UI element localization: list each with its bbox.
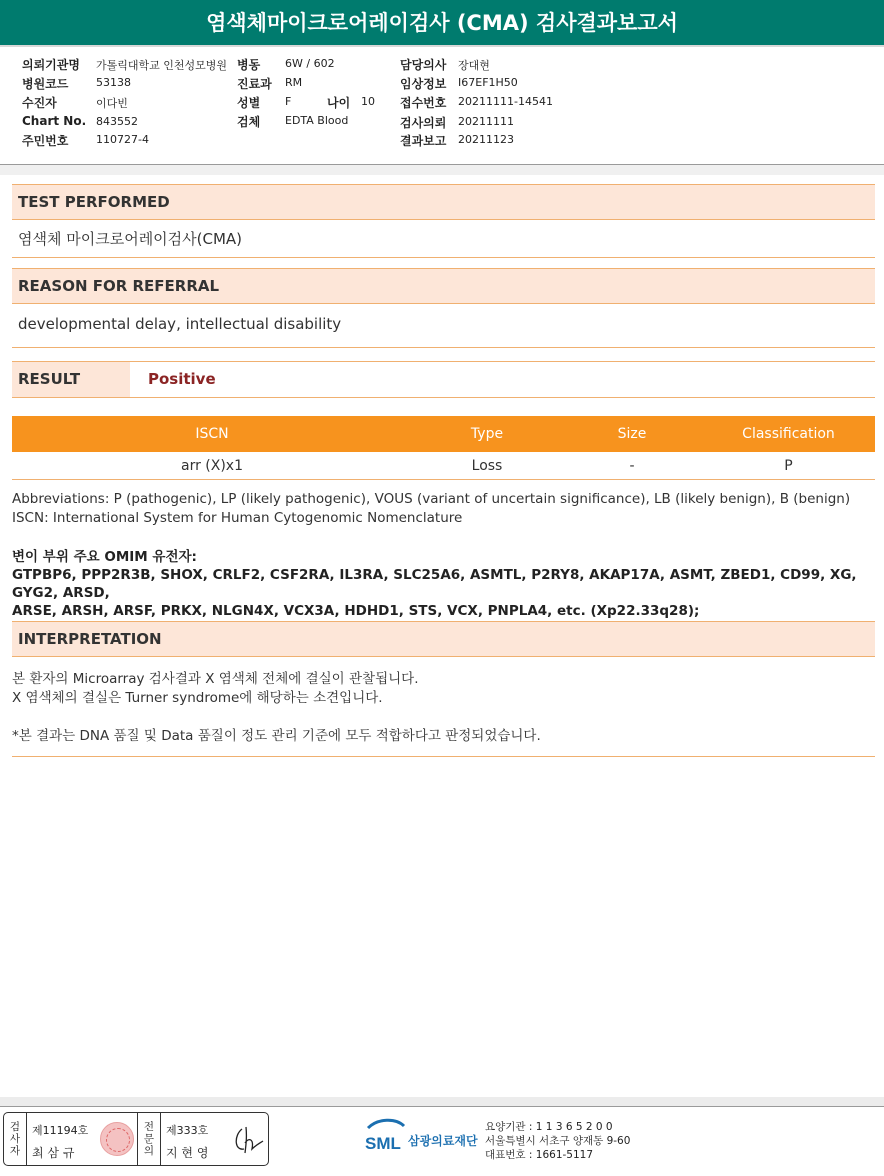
- result-row: [12, 361, 875, 398]
- interpretation-body: [12, 658, 875, 757]
- signature-box: [3, 1112, 269, 1166]
- company-address: 서울특별시 서초구 양재동 9-60: [485, 1135, 631, 1147]
- interpretation-line-1: 본 환자의 Microarray 검사결과 X 염색체 전체에 결실이 관찰됩니다.: [12, 671, 419, 687]
- receipt-number-value: 20211111-14541: [458, 95, 553, 108]
- svg-text:SML: SML: [365, 1134, 401, 1153]
- inspector-name: 최 삼 규: [32, 1146, 75, 1160]
- report-date-value: 20211123: [458, 133, 514, 146]
- cell-classification: P: [784, 458, 793, 474]
- cell-size: -: [629, 458, 635, 474]
- chart-no-label: Chart No.: [22, 114, 87, 128]
- interpretation-header: INTERPRETATION: [12, 621, 875, 657]
- cell-iscn: arr (X)x1: [180, 458, 243, 474]
- test-performed-value: 염색체 마이크로어레이검사(CMA): [12, 220, 875, 258]
- genes-line-1: GTPBP6, PPP2R3B, SHOX, CRLF2, CSF2RA, IL3RA, SLC25A6, ASMTL, P2RY8, AKAP17A, ASMT, ZBED1, CD99, XG, GYG2, ARSD,: [12, 567, 857, 601]
- inspector-vertical-label: 검 사 자: [9, 1121, 21, 1157]
- patient-name-label: 수진자: [22, 96, 57, 110]
- column-header-iscn: ISCN: [195, 426, 229, 442]
- interpretation-line-2: X 염색체의 결실은 Turner syndrome에 해당하는 소견입니다.: [12, 690, 383, 706]
- quality-note: *본 결과는 DNA 품질 및 Data 품질이 정도 관리 기준에 모두 적합하다고 판정되었습니다.: [12, 728, 541, 744]
- test-performed-header: TEST PERFORMED: [12, 184, 875, 220]
- report-title: 염색체마이크로어레이검사 (CMA) 검사결과보고서: [0, 0, 884, 47]
- request-date-label: 검사의뢰: [400, 116, 447, 130]
- result-label: RESULT: [12, 362, 130, 397]
- hospital-code-value: 53138: [96, 76, 131, 89]
- receipt-number-label: 접수번호: [400, 96, 447, 110]
- age-label: 나이: [327, 96, 351, 110]
- iscn-definition-line: ISCN: International System for Human Cytogenomic Nomenclature: [12, 510, 463, 526]
- sex-label: 성별: [237, 96, 261, 110]
- column-header-size: Size: [617, 426, 647, 442]
- institution-name: 삼광의료재단: [408, 1134, 478, 1148]
- hospital-value: 가톨릭대학교 인천성모병원: [96, 59, 228, 72]
- referral-value: developmental delay, intellectual disability: [12, 304, 875, 348]
- referral-header: REASON FOR REFERRAL: [12, 268, 875, 304]
- patient-info-panel: [0, 49, 884, 165]
- request-date-value: 20211111: [458, 115, 514, 128]
- column-header-classification: Classification: [742, 426, 835, 442]
- department-value: RM: [285, 76, 303, 89]
- footer-divider: [0, 1097, 884, 1107]
- divider-band: [0, 165, 884, 175]
- hospital-label: 의뢰기관명: [22, 58, 80, 72]
- chart-no-value: 843552: [96, 115, 138, 128]
- report-date-label: 결과보고: [400, 134, 447, 148]
- institution-code: 요양기관 : 1 1 3 6 5 2 0 0: [485, 1121, 613, 1133]
- genes-line-2: ARSE, ARSH, ARSF, PRKX, NLGN4X, VCX3A, HDHD1, STS, VCX, PNPLA4, etc. (Xp22.33q28);: [12, 603, 700, 619]
- clinical-info-label: 임상정보: [400, 77, 447, 91]
- company-phone: 대표번호 : 1661-5117: [485, 1149, 594, 1161]
- department-label: 진료과: [237, 77, 272, 91]
- doctor-label: 담당의사: [400, 58, 447, 72]
- clinical-info-value: I67EF1H50: [458, 76, 518, 89]
- results-table-header: [12, 416, 875, 452]
- age-value: 10: [361, 95, 375, 108]
- ward-value: 6W / 602: [285, 57, 335, 70]
- ward-label: 병동: [237, 58, 261, 72]
- specimen-label: 검체: [237, 115, 261, 129]
- hospital-code-label: 병원코드: [22, 77, 69, 91]
- resident-id-value: 110727-4: [96, 133, 149, 146]
- seal-stamp: [100, 1122, 134, 1156]
- specialist-vertical-label: 전 문 의: [143, 1121, 155, 1157]
- specimen-value: EDTA Blood: [285, 114, 349, 127]
- doctor-value: 장대현: [458, 59, 490, 72]
- abbreviations-line: Abbreviations: P (pathogenic), LP (likely pathogenic), VOUS (variant of uncertain significance), LB (likely benign), B (benign): [12, 491, 851, 507]
- table-row: [12, 452, 875, 480]
- company-info: [485, 1120, 630, 1162]
- specialist-number: 제333호: [166, 1124, 209, 1137]
- specialist-name: 지 현 영: [166, 1146, 209, 1160]
- abbreviations-block: [12, 490, 878, 528]
- omim-genes-block: [12, 548, 878, 620]
- resident-id-label: 주민번호: [22, 134, 69, 148]
- signature-mark: [230, 1121, 266, 1157]
- genes-title: 변이 부위 주요 OMIM 유전자:: [12, 549, 197, 565]
- sml-logo-icon: [364, 1118, 408, 1158]
- sex-value: F: [285, 95, 292, 108]
- column-header-type: Type: [470, 426, 504, 442]
- cell-type: Loss: [471, 458, 503, 474]
- result-value: Positive: [148, 370, 216, 388]
- inspector-number: 제11194호: [32, 1124, 89, 1137]
- patient-name-value: 이다빈: [96, 97, 128, 110]
